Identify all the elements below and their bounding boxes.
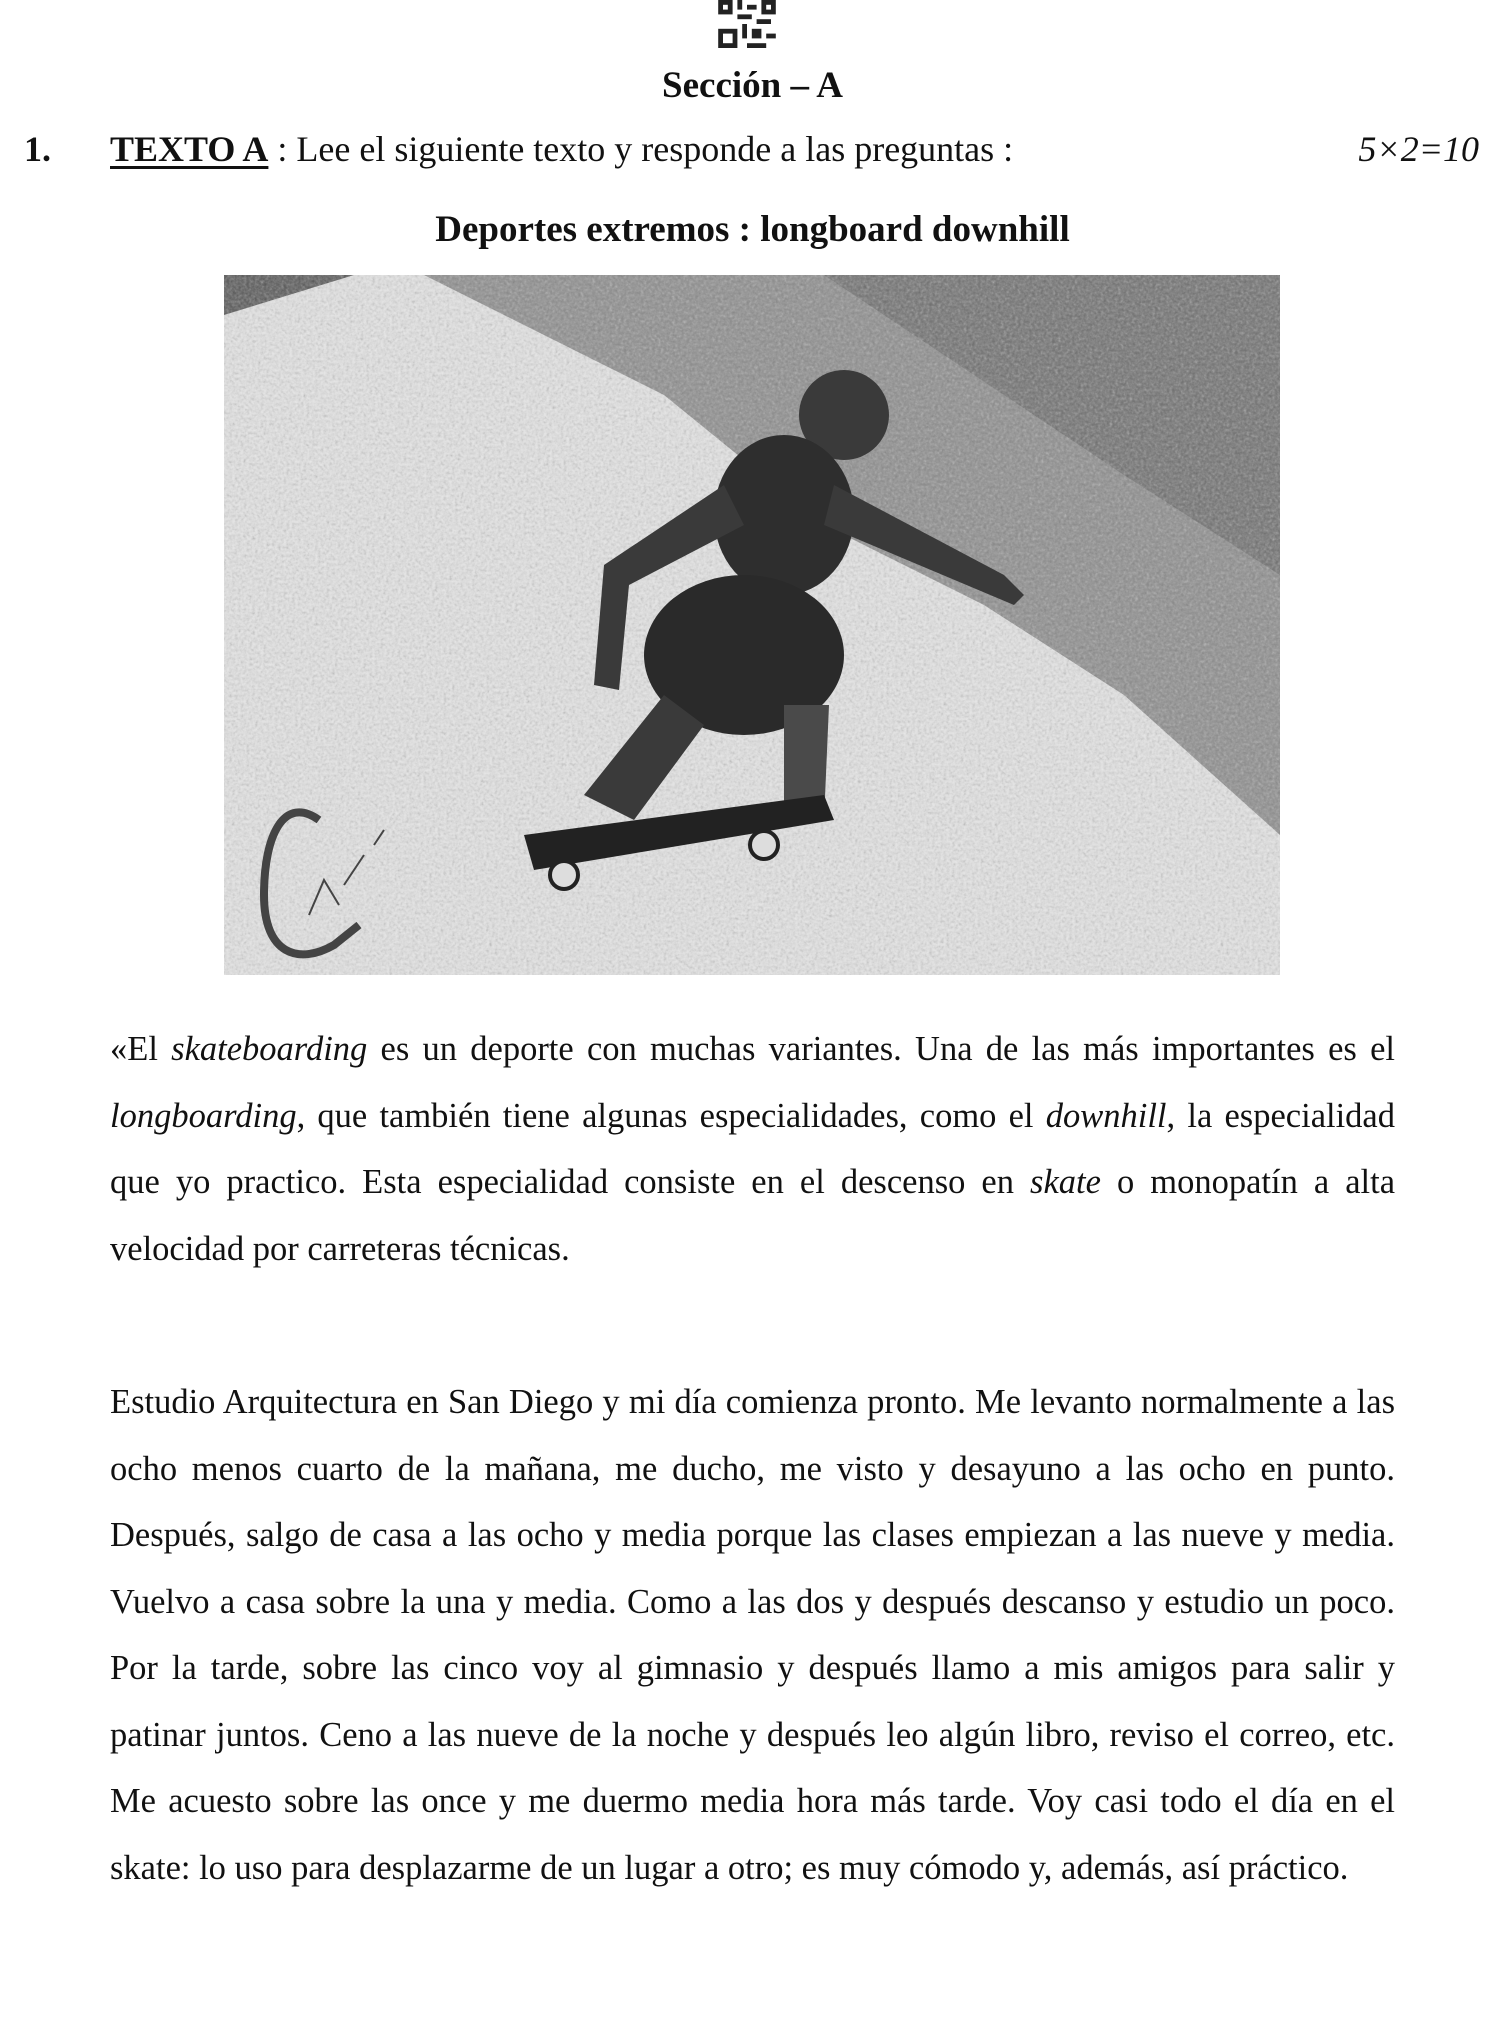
paragraph-text: , que también tiene algunas especialidades, como el	[296, 1096, 1046, 1135]
paragraph-text: , la especialidad que yo practico. Esta especialidad consiste en el descenso en	[110, 1096, 1395, 1201]
italic-term: skateboarding	[171, 1030, 368, 1068]
reading-paragraph-2: Estudio Arquitectura en San Diego y mi día comienza pronto. Me levanto normalmente a las ocho menos cuarto de la mañana, me ducho, me visto y desayuno a las ocho en punto. Después, salgo de casa a las ocho y media porque las clases empiezan a las nueve y media. Vuelvo a casa sobre la una y media. Como a las dos y después descanso y estudio un poco. Por la tarde, sobre las cinco voy al gimnasio y después llamo a mis amigos para salir y patinar juntos. Ceno a las nueve de la noche y después leo algún libro, reviso el correo, etc. Me acuesto sobre las once y me duermo media hora más tarde. Voy casi todo el día en el skate: lo uso para desplazarme de un lugar a otro; es muy cómodo y, además, así práctico.	[110, 1383, 1395, 1887]
paragraph-text: o monopatín a alta velocidad por carreteras técnicas.	[110, 1163, 1396, 1268]
question-marks: 5×2=10	[1358, 129, 1479, 169]
question-number: 1.	[24, 129, 51, 169]
paragraph-text: «El	[110, 1030, 172, 1068]
paragraph-text: es un deporte con muchas variantes. Una de las más importantes es el	[367, 1030, 1395, 1068]
question-instruction: : Lee el siguiente texto y responde a las preguntas :	[268, 129, 1014, 169]
italic-term: longboarding	[110, 1096, 297, 1135]
section-title: Sección – A	[662, 65, 843, 106]
reading-title: Deportes extremos : longboard downhill	[435, 209, 1070, 250]
italic-term: downhill	[1045, 1096, 1167, 1135]
reading-paragraph-1	[110, 1016, 1395, 1282]
qr-code-icon	[717, 0, 777, 48]
longboard-downhill-photo	[224, 275, 1280, 975]
question-instruction-line	[110, 128, 1013, 170]
italic-term: skate	[1030, 1163, 1101, 1201]
question-label: TEXTO A	[110, 129, 269, 169]
